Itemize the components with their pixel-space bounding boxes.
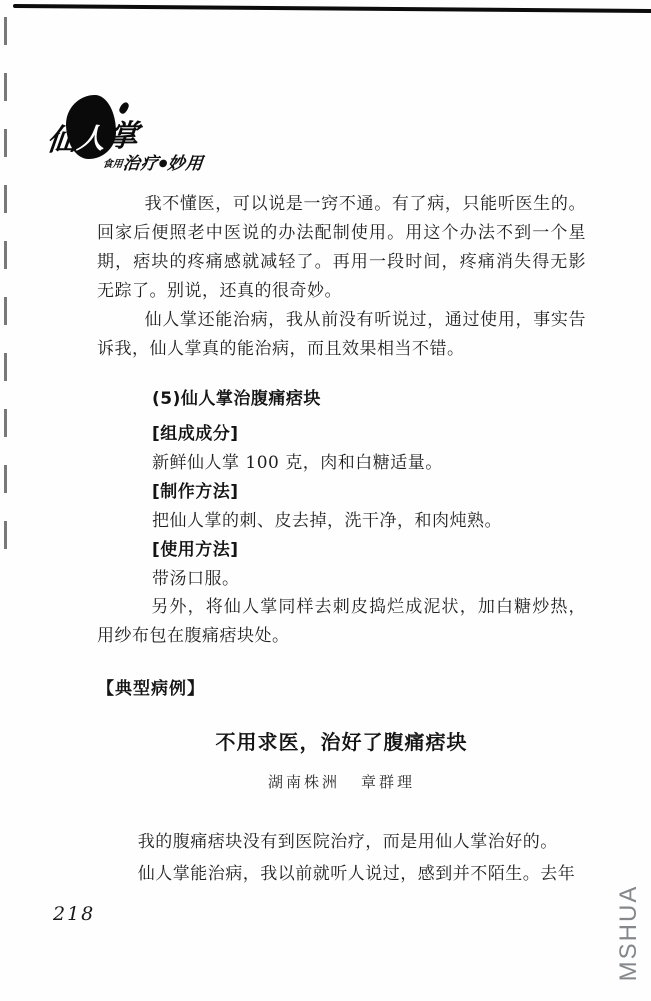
book-logo: [46, 92, 256, 180]
scan-binding-marks: [4, 17, 7, 557]
usage-extra-paragraph: 另外，将仙人掌同样去刺皮捣烂成泥状，加白糖炒热，用纱布包在腹痛痞块处。: [97, 597, 586, 646]
case-section-label: 【典型病例】: [97, 679, 205, 699]
case-title: 不用求医，治好了腹痛痞块: [215, 730, 468, 754]
logo-char-ren: 人: [75, 122, 107, 155]
logo-subtitle: [102, 149, 205, 174]
author-location: 湖南株洲: [267, 773, 340, 791]
dot-separator-icon: ●: [158, 158, 169, 169]
usage-text: 带汤口服。: [152, 569, 240, 589]
ink-splash-icon: [118, 101, 129, 115]
watermark-text: MSHUA: [615, 884, 642, 982]
case-author-line: [97, 771, 586, 792]
intro-paragraph-2: 仙人掌还能治病，我从前没有听说过，通过使用，事实告诉我，仙人掌真的能治病，而且效果相当不错。: [97, 310, 586, 359]
logo-subtitle-prefix: 食用: [102, 159, 124, 170]
page-number: 218: [53, 903, 96, 925]
logo-char-zhang: 掌: [106, 119, 140, 154]
logo-char-xian: 仙: [45, 123, 79, 158]
recipe-heading: (5)仙人掌治腹痛痞块: [152, 389, 321, 409]
ingredients-label: [组成成分]: [152, 424, 239, 444]
logo-subtitle-suffix: 妙用: [166, 154, 205, 174]
logo-subtitle-main: 治疗: [121, 154, 160, 174]
intro-paragraphs: [97, 190, 586, 364]
case-paragraph-2: 仙人掌能治病，我以前就听人说过，感到并不陌生。去年: [137, 864, 576, 884]
preparation-label: [制作方法]: [152, 482, 239, 502]
intro-paragraph-1: 我不懂医，可以说是一窍不通。有了病，只能听医生的。回家后便照老中医说的办法配制使用。用这个办法不到一个星期，痞块的疼痛感就减轻了。再用一段时间，疼痛消失得无影无踪了。别说，还真的很奇妙。: [97, 194, 586, 301]
ingredients-text: 新鲜仙人掌 100 克，肉和白糖适量。: [152, 453, 443, 473]
case-paragraph-1: 我的腹痛痞块没有到医院治疗，而是用仙人掌治好的。: [137, 832, 558, 852]
author-name: 章群理: [361, 773, 416, 791]
case-body-paragraphs: [97, 826, 586, 890]
preparation-text: 把仙人掌的刺、皮去掉，洗干净，和肉炖熟。: [152, 511, 502, 531]
usage-label: [使用方法]: [152, 540, 239, 560]
recipe-section: [152, 385, 586, 594]
scan-top-edge-line: [13, 4, 651, 13]
